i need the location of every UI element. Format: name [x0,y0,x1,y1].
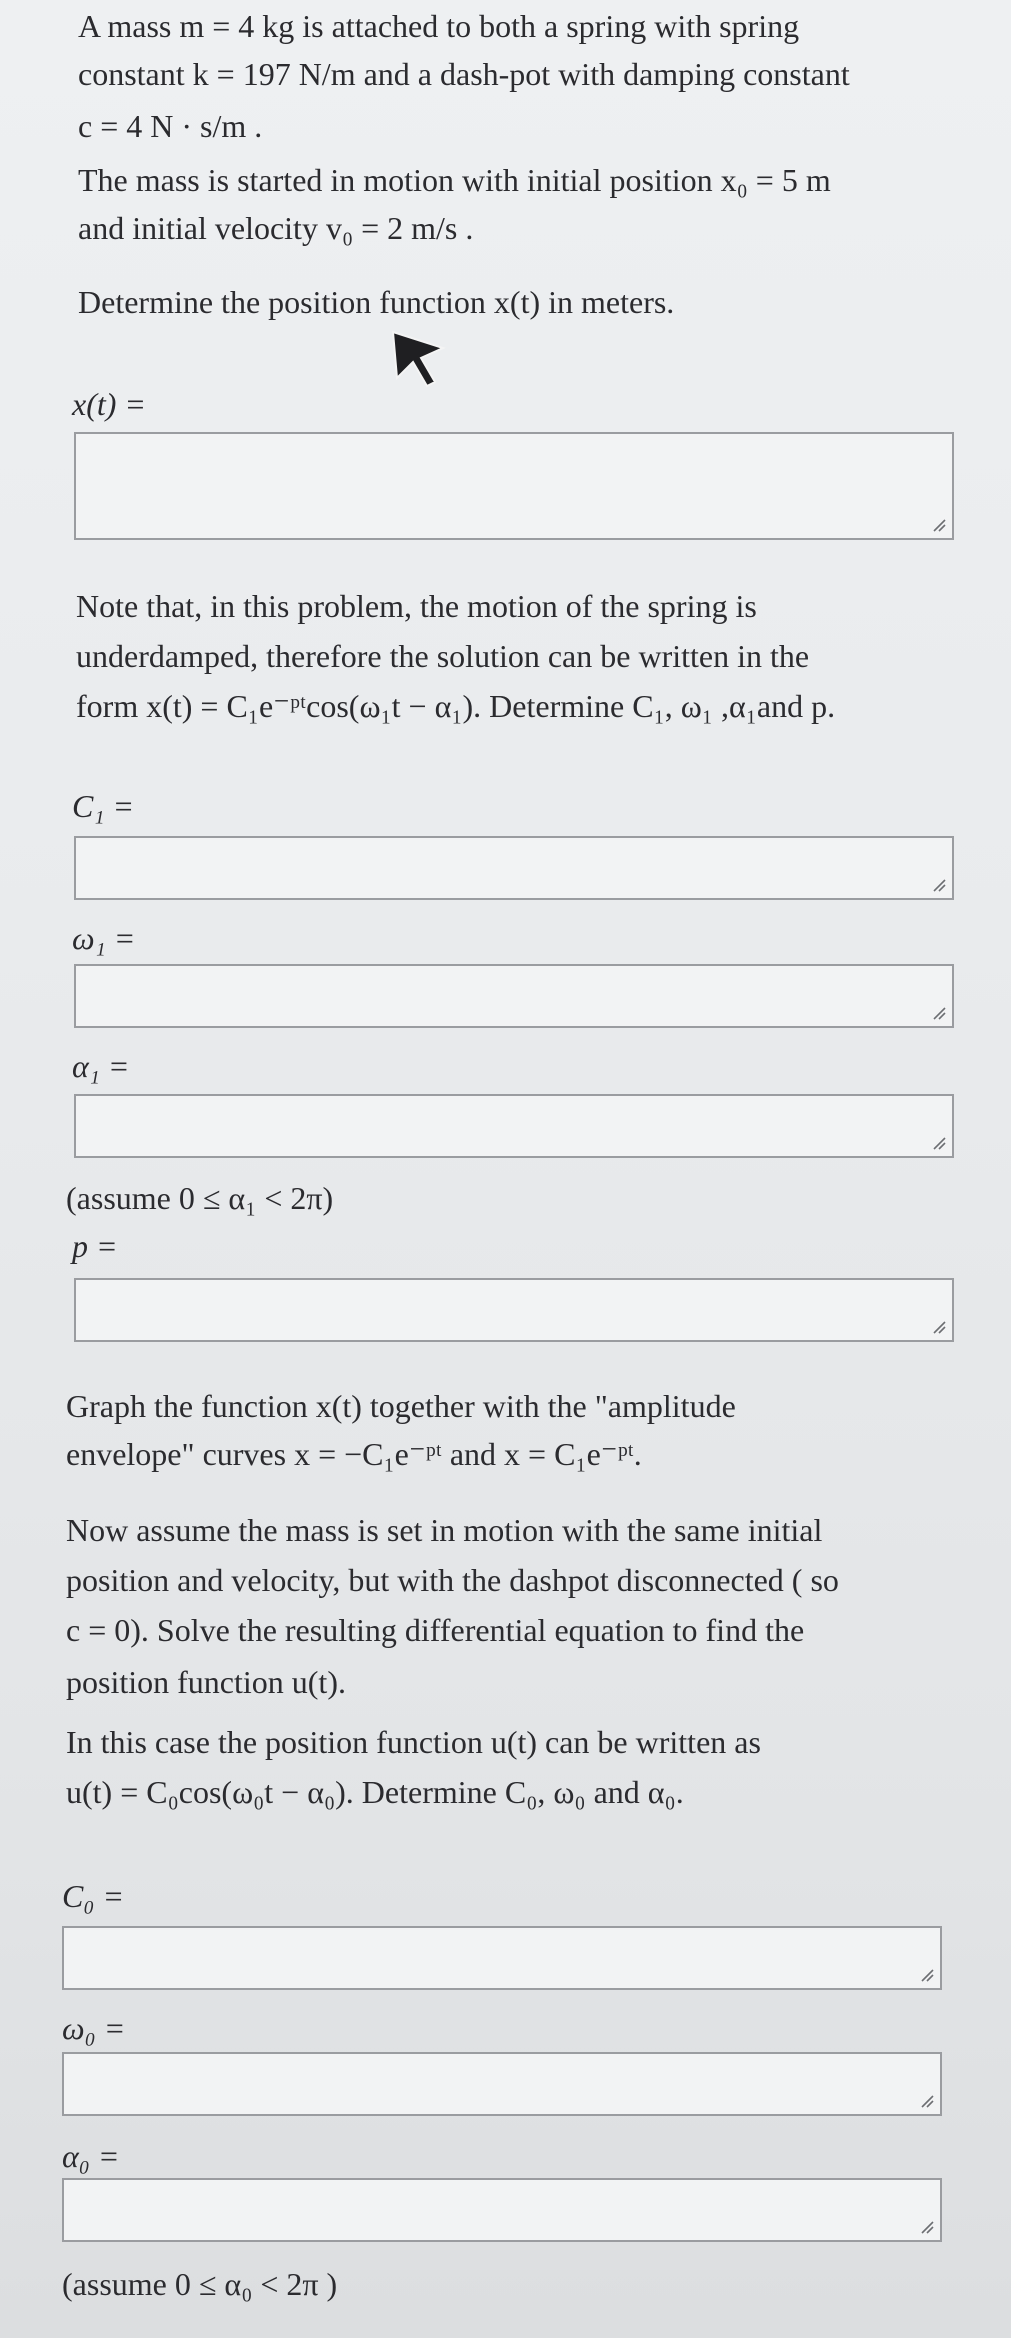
c1-label: C₁ = [72,788,135,824]
c0-input[interactable] [62,1926,942,1990]
x-function-label: x(t) = [72,386,146,422]
mouse-pointer-icon [385,328,455,398]
undamped-line-4: position function u(t). [66,1664,346,1700]
c1-input[interactable] [74,836,954,900]
problem-line-3: c = 4 N · s/m . [78,108,263,144]
problem-line-2: constant k = 197 N/m and a dash-pot with damping constant [78,56,850,92]
resize-handle-icon[interactable] [918,1966,934,1982]
resize-handle-icon[interactable] [930,1004,946,1020]
resize-handle-icon[interactable] [930,876,946,892]
underdamped-line-2: underdamped, therefore the solution can be written in the [76,638,810,674]
underdamped-line-1: Note that, in this problem, the motion of the spring is [76,588,757,624]
resize-handle-icon[interactable] [930,516,946,532]
omega0-input[interactable] [62,2052,942,2116]
undamped-line-6: u(t) = C₀cos(ω₀t − α₀). Determine C₀, ω₀ and α₀. [66,1774,684,1810]
omega1-input[interactable] [74,964,954,1028]
alpha1-assumption: (assume 0 ≤ α₁ < 2π) [66,1180,334,1216]
undamped-line-1: Now assume the mass is set in motion with the same initial [66,1512,823,1548]
resize-handle-icon[interactable] [918,2218,934,2234]
alpha1-input[interactable] [74,1094,954,1158]
alpha1-label: α₁ = [72,1048,130,1084]
resize-handle-icon[interactable] [930,1318,946,1334]
alpha0-label: α₀ = [62,2138,120,2174]
c0-label: C₀ = [62,1878,125,1914]
resize-handle-icon[interactable] [930,1134,946,1150]
undamped-line-3: c = 0). Solve the resulting differential equation to find the [66,1612,805,1648]
alpha0-assumption: (assume 0 ≤ α₀ < 2π ) [62,2266,338,2302]
graph-line-1: Graph the function x(t) together with the "amplitude [66,1388,736,1424]
p-label: p = [72,1228,118,1264]
resize-handle-icon[interactable] [918,2092,934,2108]
omega1-label: ω₁ = [72,920,136,956]
underdamped-line-3: form x(t) = C₁e⁻ᵖᵗcos(ω₁t − α₁). Determine C₁, ω₁ ,α₁and p. [76,688,836,724]
p-input[interactable] [74,1278,954,1342]
undamped-line-5: In this case the position function u(t) can be written as [66,1724,761,1760]
graph-line-2: envelope" curves x = −C₁e⁻ᵖᵗ and x = C₁e⁻ᵖᵗ. [66,1436,642,1472]
omega0-label: ω₀ = [62,2010,126,2046]
alpha0-input[interactable] [62,2178,942,2242]
problem-line-5: and initial velocity v₀ = 2 m/s . [78,210,474,246]
x-function-input[interactable] [74,432,954,540]
determine-instruction: Determine the position function x(t) in meters. [78,284,675,320]
problem-line-1: A mass m = 4 kg is attached to both a spring with spring [78,8,800,44]
undamped-line-2: position and velocity, but with the dashpot disconnected ( so [66,1562,839,1598]
problem-line-4: The mass is started in motion with initial position x₀ = 5 m [78,162,831,198]
